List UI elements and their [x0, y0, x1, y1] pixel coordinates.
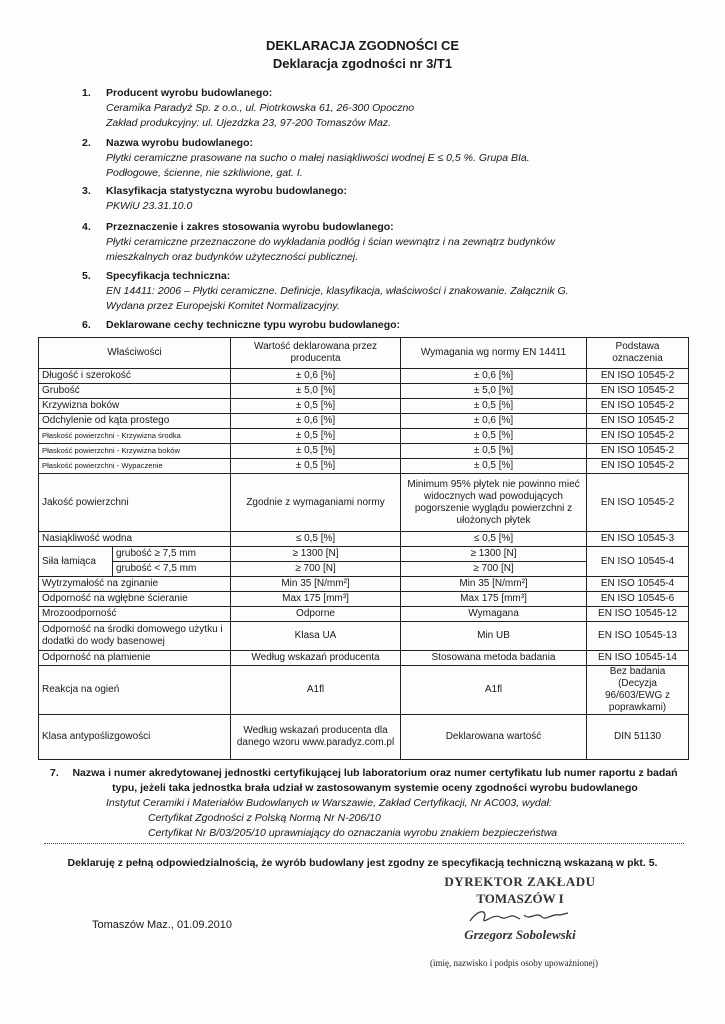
director-stamp: [410, 874, 630, 943]
table-cell: EN ISO 10545-2: [587, 459, 689, 474]
section-specification: [82, 269, 672, 314]
section-line: Ceramika Paradyż Sp. z o.o., ul. Piotrkowska 61, 26-300 Opoczno: [106, 102, 415, 114]
table-cell: Według wskazań producenta dla danego wzoru www.paradyz.com.pl: [231, 715, 401, 760]
section-intended-use: [82, 220, 672, 265]
table-cell: Krzywizna boków: [39, 399, 231, 414]
table-cell: Odchylenie od kąta prostego: [39, 414, 231, 429]
table-cell: Odporność na plamienie: [39, 651, 231, 666]
table-row: [39, 459, 689, 474]
table-cell: DIN 51130: [587, 715, 689, 760]
table-cell: EN ISO 10545-2: [587, 474, 689, 532]
section-classification: [82, 184, 672, 214]
section-title: Deklarowane cechy techniczne typu wyrobu budowlanego:: [106, 319, 401, 331]
table-cell: ± 0,6 [%]: [231, 369, 401, 384]
section-line: Zakład produkcyjny: ul. Ujezdzka 23, 97-200 Tomaszów Maz.: [106, 117, 391, 129]
section-number: 1.: [82, 87, 91, 99]
section-declared-properties: [82, 318, 672, 333]
table-row: [39, 715, 689, 760]
table-row: [39, 399, 689, 414]
signature-caption: (imię, nazwisko i podpis osoby upoważnionej): [430, 958, 598, 968]
section-line: Wydana przez Europejski Komitet Normalizacyjny.: [106, 300, 340, 312]
table-cell: Płaskość powierzchni - Krzywizna boków: [39, 444, 231, 459]
header-cell: Wartość deklarowana przez producenta: [231, 338, 401, 369]
section-number: 7.: [50, 767, 59, 779]
table-cell: ≥ 700 [N]: [231, 562, 401, 577]
section-title: Nazwa wyrobu budowlanego:: [106, 137, 254, 149]
dotted-divider: [44, 843, 684, 844]
section-number: 6.: [82, 319, 91, 331]
declaration-statement: Deklaruję z pełną odpowiedzialnością, że wyrób budowlany jest zgodny ze specyfikacją techniczną wskazaną w pkt. 5.: [67, 857, 658, 869]
table-cell: Odporność na wgłębne ścieranie: [39, 592, 231, 607]
table-cell: Min UB: [401, 622, 587, 651]
table-row: [39, 369, 689, 384]
section-line: Podłogowe, ścienne, nie szkliwione, gat. I.: [106, 167, 303, 179]
table-cell: Min 35 [N/mm²]: [401, 577, 587, 592]
table-cell: EN ISO 10545-2: [587, 429, 689, 444]
header-cell: Podstawa oznaczenia: [587, 338, 689, 369]
table-cell: ± 0,6 [%]: [401, 369, 587, 384]
table-cell: ≤ 0,5 [%]: [401, 532, 587, 547]
table-cell: ± 0,5 [%]: [401, 429, 587, 444]
table-cell: EN ISO 10545-2: [587, 444, 689, 459]
table-cell: ± 0,6 [%]: [231, 414, 401, 429]
section-product-name: [82, 136, 672, 181]
table-cell: Grubość: [39, 384, 231, 399]
table-cell: Odporne: [231, 607, 401, 622]
table-cell: Jakość powierzchni: [39, 474, 231, 532]
table-cell: Min 35 [N/mm²]: [231, 577, 401, 592]
table-cell: Płaskość powierzchni - Krzywizna środka: [39, 429, 231, 444]
section-producer: [82, 86, 672, 131]
table-cell: Bez badania (Decyzja 96/603/EWG z poprawkami): [587, 666, 689, 715]
section-certification: [44, 766, 684, 841]
table-cell: EN ISO 10545-14: [587, 651, 689, 666]
table-cell: ± 0,5 [%]: [401, 459, 587, 474]
table-row: [39, 651, 689, 666]
signature-icon: [410, 907, 630, 927]
table-cell: ± 0,5 [%]: [231, 429, 401, 444]
table-row: [39, 444, 689, 459]
section-title: Specyfikacja techniczna:: [106, 270, 231, 282]
section-line: Certyfikat Nr B/03/205/10 uprawniający do oznaczania wyrobu znakiem bezpieczeństwa: [148, 827, 558, 839]
table-cell: EN ISO 10545-13: [587, 622, 689, 651]
table-cell: grubość ≥ 7,5 mm: [113, 547, 231, 562]
table-cell: Minimum 95% płytek nie powinno mieć widocznych wad powodujących pogorszenie wyglądu powierzchni z ułożonych płytek: [401, 474, 587, 532]
table-cell: Stosowana metoda badania: [401, 651, 587, 666]
table-cell: EN ISO 10545-2: [587, 384, 689, 399]
table-cell: Długość i szerokość: [39, 369, 231, 384]
table-cell: ± 0,5 [%]: [231, 444, 401, 459]
section-number: 5.: [82, 270, 91, 282]
section-line: Certyfikat Zgodności z Polską Normą Nr N-206/10: [148, 812, 381, 824]
table-cell: EN ISO 10545-12: [587, 607, 689, 622]
table-cell: Zgodnie z wymaganiami normy: [231, 474, 401, 532]
stamp-line: Grzegorz Sobolewski: [464, 927, 576, 942]
section-line: Płytki ceramiczne prasowane na sucho o małej nasiąkliwości wodnej E ≤ 0,5 %. Grupa BIa.: [106, 152, 530, 164]
table-cell: EN ISO 10545-6: [587, 592, 689, 607]
table-cell: ± 0,5 [%]: [401, 444, 587, 459]
section-number: 3.: [82, 185, 91, 197]
table-cell: Nasiąkliwość wodna: [39, 532, 231, 547]
properties-table: [38, 337, 689, 760]
table-cell: ± 5,0 [%]: [231, 384, 401, 399]
stamp-line: TOMASZÓW I: [476, 891, 564, 906]
table-cell: ≥ 700 [N]: [401, 562, 587, 577]
table-cell: A1fl: [401, 666, 587, 715]
section-title: Przeznaczenie i zakres stosowania wyrobu budowlanego:: [106, 221, 394, 233]
table-cell: Wytrzymałość na zginanie: [39, 577, 231, 592]
section-title: Klasyfikacja statystyczna wyrobu budowlanego:: [106, 185, 347, 197]
table-row: [39, 666, 689, 715]
table-cell: EN ISO 10545-2: [587, 369, 689, 384]
table-cell: EN ISO 10545-2: [587, 399, 689, 414]
table-cell: ≥ 1300 [N]: [231, 547, 401, 562]
table-row: [39, 474, 689, 532]
section-line: EN 14411: 2006 – Płytki ceramiczne. Definicje, klasyfikacja, właściwości i znakowanie. Załącznik G.: [106, 285, 569, 297]
table-row: [39, 384, 689, 399]
section-line: PKWiU 23.31.10.0: [106, 200, 193, 212]
table-cell: Deklarowana wartość: [401, 715, 587, 760]
table-cell: Siła łamiąca: [39, 547, 113, 577]
table-cell: Według wskazań producenta: [231, 651, 401, 666]
table-cell: ± 0,5 [%]: [231, 459, 401, 474]
table-cell: Reakcja na ogień: [39, 666, 231, 715]
table-cell: Wymagana: [401, 607, 587, 622]
section-line: Płytki ceramiczne przeznaczone do wykładania podłóg i ścian wewnątrz i na zewnątrz budynków: [106, 236, 555, 248]
table-row: [39, 414, 689, 429]
table-cell: A1fl: [231, 666, 401, 715]
header-cell: Wymagania wg normy EN 14411: [401, 338, 587, 369]
stamp-line: DYREKTOR ZAKŁADU: [444, 874, 596, 889]
section-number: 4.: [82, 221, 91, 233]
table-cell: ± 0,6 [%]: [401, 414, 587, 429]
table-cell: EN ISO 10545-4: [587, 547, 689, 577]
section-number: 2.: [82, 137, 91, 149]
section-title: Nazwa i numer akredytowanej jednostki certyfikującej lub laboratorium oraz numer certyfikatu lub numer raportu z badań typu, jeżeli taka jednostka brała udział w zastosowanym systemie oceny zgodności wyrobu budowlanego: [72, 767, 678, 794]
table-cell: grubość < 7,5 mm: [113, 562, 231, 577]
header-cell: Właściwości: [39, 338, 231, 369]
table-row: [39, 577, 689, 592]
table-row: [39, 622, 689, 651]
table-cell: Mrozoodporność: [39, 607, 231, 622]
table-cell: Odporność na środki domowego użytku i dodatki do wody basenowej: [39, 622, 231, 651]
table-cell: Klasa antypoślizgowości: [39, 715, 231, 760]
table-cell: Klasa UA: [231, 622, 401, 651]
document-title: DEKLARACJA ZGODNOŚCI CE: [265, 38, 460, 53]
table-cell: Płaskość powierzchni - Wypaczenie: [39, 459, 231, 474]
table-row: [39, 607, 689, 622]
table-row: [39, 532, 689, 547]
table-row: [39, 429, 689, 444]
table-header-row: [39, 338, 689, 369]
table-cell: Max 175 [mm³]: [401, 592, 587, 607]
section-line: Instytut Ceramiki i Materiałów Budowlanych w Warszawie, Zakład Certyfikacji, Nr AC003, wydał:: [106, 797, 552, 809]
place-and-date: Tomaszów Maz., 01.09.2010: [92, 919, 233, 931]
document-subtitle: Deklaracja zgodności nr 3/T1: [272, 56, 453, 71]
table-cell: ≥ 1300 [N]: [401, 547, 587, 562]
section-title: Producent wyrobu budowlanego:: [106, 87, 273, 99]
table-cell: EN ISO 10545-2: [587, 414, 689, 429]
table-row: [39, 547, 689, 562]
table-cell: ± 0,5 [%]: [231, 399, 401, 414]
table-row: [39, 592, 689, 607]
table-cell: EN ISO 10545-4: [587, 577, 689, 592]
section-line: mieszkalnych oraz budynków użyteczności publicznej.: [106, 251, 359, 263]
table-cell: ± 0,5 [%]: [401, 399, 587, 414]
table-cell: Max 175 [mm³]: [231, 592, 401, 607]
table-cell: ≤ 0,5 [%]: [231, 532, 401, 547]
table-cell: ± 5,0 [%]: [401, 384, 587, 399]
table-cell: EN ISO 10545-3: [587, 532, 689, 547]
